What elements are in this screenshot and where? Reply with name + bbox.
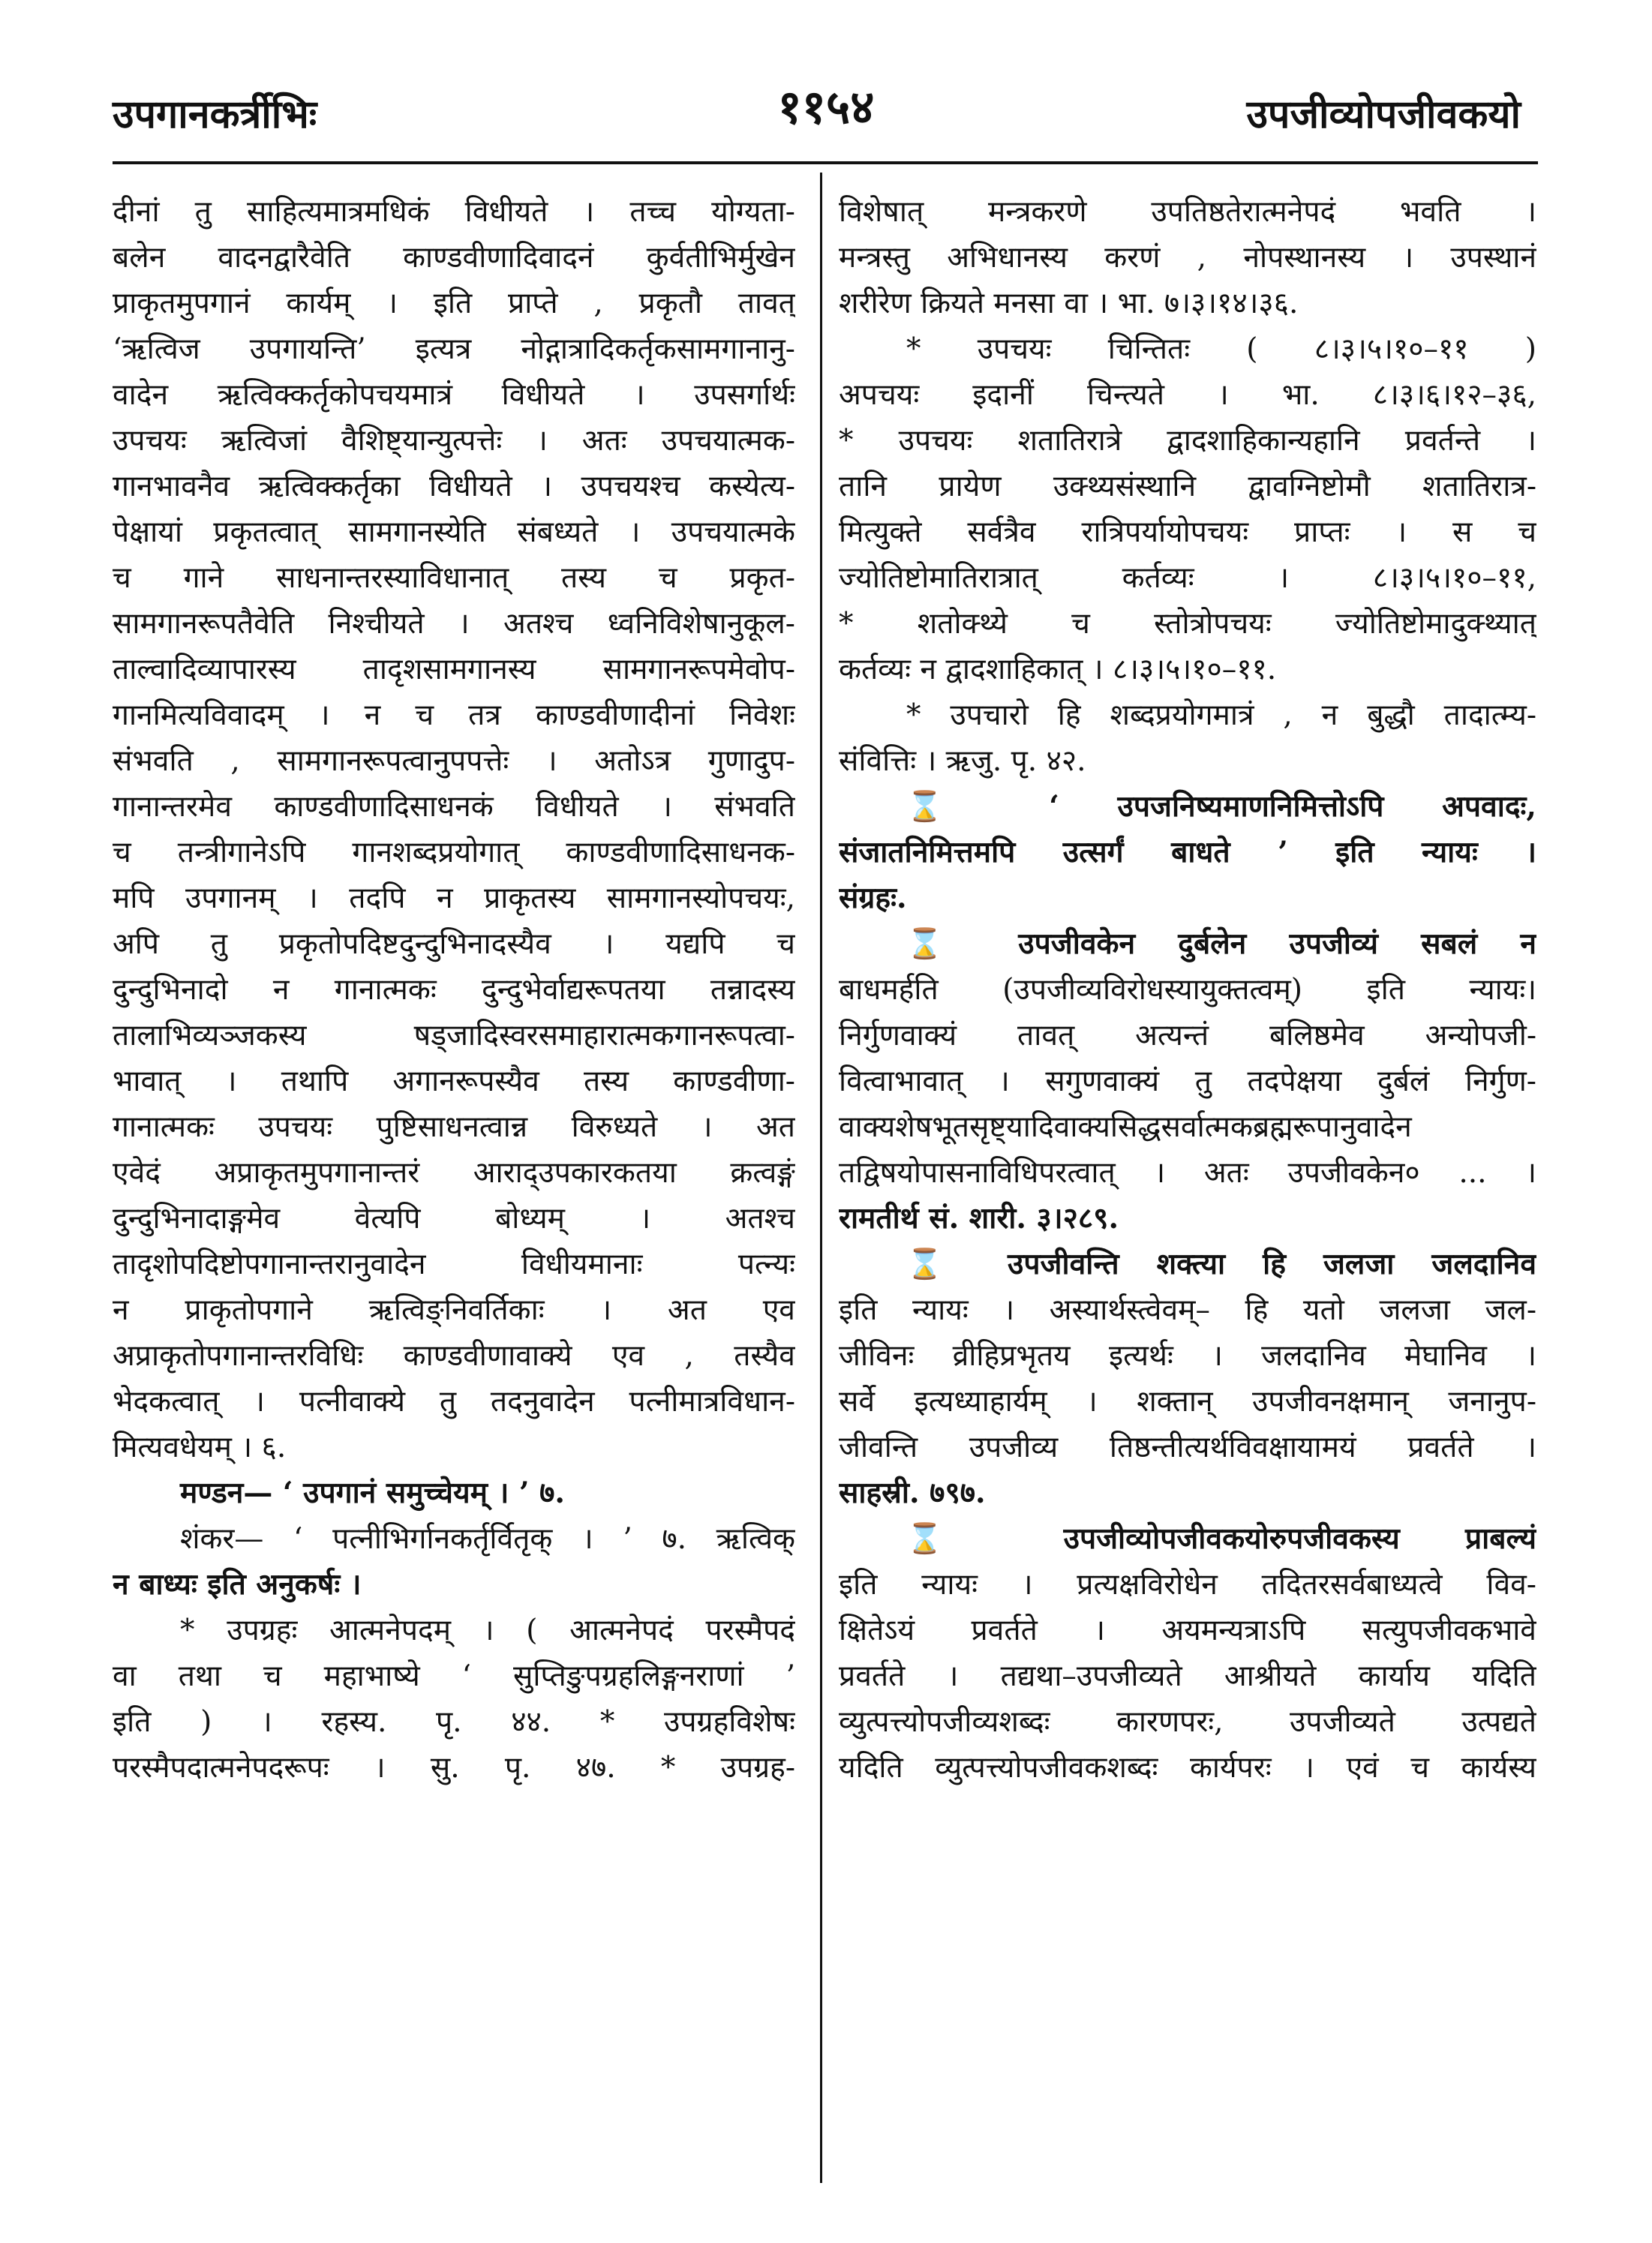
text-line: * उपग्रहः आत्मनेपदम् । ( आत्मनेपदं परस्मैपदं xyxy=(180,1614,795,1647)
text-line: अप्राकृतोपगानान्तरविधिः काण्डवीणावाक्ये एव , तस्यैव xyxy=(113,1339,795,1373)
text-line: संवित्तिः । ऋजु. पृ. ४२. xyxy=(839,744,1086,778)
text-line: न प्राकृतोपगाने ऋत्विङ्निवर्तिकाः । अत एव xyxy=(113,1293,795,1327)
header-rule xyxy=(113,161,1538,164)
text-line: प्राकृतमुपगानं कार्यम् । इति प्राप्ते , प्रकृतौ तावत् xyxy=(113,287,795,320)
text-line: अपचयः इदानीं चिन्त्यते । भा. ८।३।६।१२–३६, xyxy=(839,378,1536,412)
text-line: अपि तु प्रकृतोपदिष्टदुन्दुभिनादस्यैव । यद्यपि च xyxy=(113,927,795,961)
text-line: भेदकत्वात् । पत्नीवाक्ये तु तदनुवादेन पत्नीमात्रविधान- xyxy=(113,1385,795,1419)
text-line: यदिति व्युत्पत्त्योपजीवकशब्दः कार्यपरः । एवं च कार्यस्य xyxy=(839,1751,1536,1785)
text-line: निर्गुणवाक्यं तावत् अत्यन्तं बलिष्ठमेव अन्योपजी- xyxy=(839,1019,1536,1052)
text-line: इति न्यायः । प्रत्यक्षविरोधेन तदितरसर्वबाध्यत्वे विव- xyxy=(839,1568,1536,1602)
text-line: पेक्षायां प्रकृतत्वात् सामगानस्येति संबध्यते । उपचयात्मके xyxy=(113,515,795,549)
text-line: तादृशोपदिष्टोपगानान्तरानुवादेन विधीयमानाः पत्न्यः xyxy=(113,1248,795,1281)
text-line: मन्त्रस्तु अभिधानस्य करणं , नोपस्थानस्य । उपस्थानं xyxy=(839,241,1536,275)
text-line: वाक्यशेषभूतसृष्ट्यादिवाक्यसिद्धसर्वात्मकब्रह्मरूपानुवादेन xyxy=(839,1110,1412,1144)
text-line: मित्युक्ते सर्वत्रैव रात्रिपर्यायोपचयः प्राप्तः । स च xyxy=(839,515,1536,549)
text-line: शरीरेण क्रियते मनसा वा । भा. ७।३।१४।३६. xyxy=(839,287,1299,320)
text-line: एवेदं अप्राकृतमुपगानान्तरं आराद्उपकारकतया क्रत्वङ्गं xyxy=(113,1156,795,1190)
text-line: कर्तव्यः न द्वादशाहिकात् । ८।३।५।१०–११. xyxy=(839,653,1277,686)
running-head-right: उपजीव्योपजीवकयो xyxy=(1246,92,1521,137)
text-line: परस्मैपदात्मनेपदरूपः । सु. पृ. ४७. * उपग्रह- xyxy=(113,1751,795,1785)
text-line: विशेषात् मन्त्रकरणे उपतिष्ठतेरात्मनेपदं भवति । xyxy=(839,195,1536,229)
text-line: ⌛ उपजीव्योपजीवकयोरुपजीवकस्य प्राबल्यं xyxy=(906,1521,1536,1556)
text-line: दीनां तु साहित्यमात्रमधिकं विधीयते । तच्च योग्यता- xyxy=(113,195,795,229)
text-line: क्षितेऽयं प्रवर्तते । अयमन्यत्राऽपि सत्युपजीवकभावे xyxy=(839,1614,1536,1647)
text-line: च तन्त्रीगानेऽपि गानशब्दप्रयोगात् काण्डवीणादिसाधनक- xyxy=(113,836,795,869)
text-line: सर्वे इत्यध्याहार्यम् । शक्तान् उपजीवनक्षमान् जनानुप- xyxy=(839,1385,1536,1419)
right-column xyxy=(839,189,1536,1791)
text-line: च गाने साधनान्तरस्याविधानात् तस्य च प्रकृत- xyxy=(113,561,795,595)
text-line: ⌛ ‘ उपजनिष्यमाणनिमित्तोऽपि अपवादः, xyxy=(906,789,1536,824)
text-line: दुन्दुभिनादाङ्गमेव वेत्यपि बोध्यम् । अतश्च xyxy=(113,1202,795,1236)
text-line: * उपचयः शतातिरात्रे द्वादशाहिकान्यहानि प्रवर्तन्ते । xyxy=(839,424,1536,458)
text-line: वित्वाभावात् । सगुणवाक्यं तु तदपेक्षया दुर्बलं निर्गुण- xyxy=(839,1064,1536,1098)
text-line: तानि प्रायेण उक्थ्यसंस्थानि द्वावग्निष्टोमौ शतातिरात्र- xyxy=(839,470,1536,503)
text-line: ‘ऋत्विज उपगायन्ति’ इत्यत्र नोद्गात्रादिकर्तृकसामगानानु- xyxy=(113,332,795,366)
text-line: जीवन्ति उपजीव्य तिष्ठन्तीत्यर्थविवक्षायामयं प्रवर्तते । xyxy=(839,1431,1536,1464)
text-line: संजातनिमित्तमपि उत्सर्गं बाधते ’ इति न्यायः । xyxy=(839,835,1536,869)
text-line: रामतीर्थ सं. शारी. ३।२८९. xyxy=(839,1201,1119,1236)
text-line: शंकर— ‘ पत्नीभिर्गानकर्तृर्वितृक् । ’ ७. ऋत्विक् xyxy=(180,1522,795,1556)
text-line: उपचयः ऋत्विजां वैशिष्ट्यान्युत्पत्तेः । अतः उपचयात्मक- xyxy=(113,424,795,458)
text-line: वा तथा च महाभाष्ये ‘ सुप्तिङुपग्रहलिङ्गनराणां ’ xyxy=(113,1659,795,1693)
text-line: व्युत्पत्त्योपजीव्यशब्दः कारणपरः, उपजीव्यते उत्पद्यते xyxy=(839,1705,1536,1739)
text-line: साहस्री. ७९७. xyxy=(839,1476,986,1510)
text-line: इति न्यायः । अस्यार्थस्त्वेवम्– हि यतो जलजा जल- xyxy=(839,1293,1536,1327)
text-line: मण्डन— ‘ उपगानं समुच्चेयम् । ’ ७. xyxy=(180,1476,565,1510)
text-line: गानान्तरमेव काण्डवीणादिसाधनकं विधीयते । संभवति xyxy=(113,790,795,824)
text-line: तालाभिव्यञ्जकस्य षड्जादिस्वरसमाहारात्मकगानरूपत्वा- xyxy=(113,1019,795,1052)
text-line: बलेन वादनद्वारैवेति काण्डवीणादिवादनं कुर्वतीभिर्मुखेन xyxy=(113,241,795,275)
text-line: भावात् । तथापि अगानरूपस्यैव तस्य काण्डवीणा- xyxy=(113,1064,795,1098)
text-line: गानमित्यविवादम् । न च तत्र काण्डवीणादीनां निवेशः xyxy=(113,698,795,732)
text-line: * उपचयः चिन्तितः ( ८।३।५।१०–११ ) xyxy=(906,332,1536,366)
left-column xyxy=(113,189,795,1791)
text-line: प्रवर्तते । तद्यथा–उपजीव्यते आश्रीयते कार्याय यदिति xyxy=(839,1659,1536,1693)
text-line: इति ) । रहस्य. पृ. ४४. * उपग्रहविशेषः xyxy=(113,1705,795,1739)
text-line: ताल्वादिव्यापारस्य तादृशसामगानस्य सामगानरूपमेवोप- xyxy=(113,653,795,686)
text-line: दुन्दुभिनादो न गानात्मकः दुन्दुभेर्वाद्यरूपतया तन्नादस्य xyxy=(113,973,795,1007)
running-head-left: उपगानकर्त्रीभिः xyxy=(113,92,317,137)
text-line: संभवति , सामगानरूपत्वानुपपत्तेः । अतोऽत्र गुणादुप- xyxy=(113,744,795,778)
text-line: सामगानरूपतैवेति निश्चीयते । अतश्च ध्वनिविशेषानुकूल- xyxy=(113,607,795,641)
text-line: बाधमर्हति (उपजीव्यविरोधस्यायुक्तत्वम्) इति न्यायः। xyxy=(839,973,1536,1007)
text-line: तद्विषयोपासनाविधिपरत्वात् । अतः उपजीवकेन० ... । xyxy=(839,1156,1536,1190)
text-line: * उपचारो हि शब्दप्रयोगमात्रं , न बुद्धौ तादात्म्य- xyxy=(906,698,1536,732)
text-line: मपि उपगानम् । तदपि न प्राकृतस्य सामगानस्योपचयः, xyxy=(113,881,795,915)
text-line: संग्रहः. xyxy=(839,881,907,915)
text-line: ⌛ उपजीवन्ति शक्त्या हि जलजा जलदानिव xyxy=(906,1247,1536,1281)
text-line: ⌛ उपजीवकेन दुर्बलेन उपजीव्यं सबलं न xyxy=(906,926,1536,961)
text-line: ज्योतिष्टोमातिरात्रात् कर्तव्यः । ८।३।५।१०–११, xyxy=(839,561,1536,595)
text-line: वादेन ऋत्विक्कर्तृकोपचयमात्रं विधीयते । उपसर्गार्थः xyxy=(113,378,795,412)
text-line: गानात्मकः उपचयः पुष्टिसाधनत्वान्न विरुध्यते । अत xyxy=(113,1110,795,1144)
column-divider xyxy=(820,173,822,2183)
page-header xyxy=(0,0,1652,173)
text-line: न बाध्यः इति अनुकर्षः । xyxy=(113,1567,362,1602)
text-line: * शतोक्थ्ये च स्तोत्रोपचयः ज्योतिष्टोमादुक्थ्यात् xyxy=(839,607,1536,641)
text-line: मित्यवधेयम् । ६. xyxy=(113,1431,287,1464)
page-number: ११५४ xyxy=(777,80,875,134)
text-line: गानभावनैव ऋत्विक्कर्तृका विधीयते । उपचयश्च कस्येत्य- xyxy=(113,470,795,503)
text-line: जीविनः व्रीहिप्रभृतय इत्यर्थः । जलदानिव मेघानिव । xyxy=(839,1339,1536,1373)
